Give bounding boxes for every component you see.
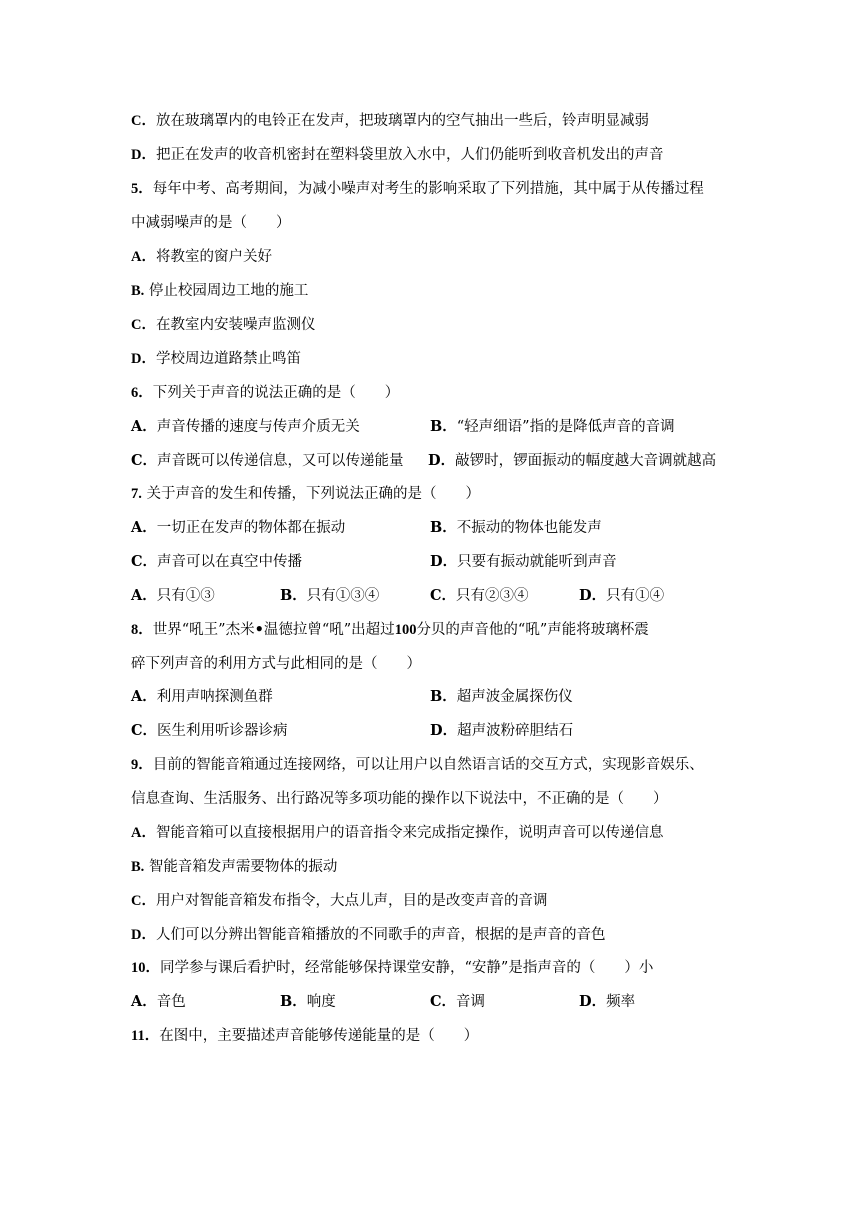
question-stem: 目前的智能音箱通过连接网络，可以让用户以自然语言话的交互方式，实现影音娱乐、 bbox=[152, 757, 704, 773]
option-text: 声音可以在真空中传播 bbox=[157, 554, 303, 570]
option-text: 超声波粉碎胆结石 bbox=[457, 723, 574, 739]
question-stem: 中减弱噪声的是（ ） bbox=[131, 215, 291, 231]
question-number: 11． bbox=[131, 1028, 160, 1044]
q9-option-c bbox=[131, 888, 547, 914]
option-label: C． bbox=[131, 113, 156, 129]
option-text: 敲锣时，锣面振动的幅度越大音调就越高 bbox=[455, 453, 717, 469]
option-text: 智能音箱可以直接根据用户的语音指令来完成指定操作，说明声音可以传递信息 bbox=[155, 825, 664, 841]
option-label: C． bbox=[131, 317, 156, 333]
option-label: D． bbox=[579, 587, 607, 604]
option-label: C． bbox=[131, 452, 158, 469]
q8-option-b bbox=[430, 684, 573, 710]
option-label: C． bbox=[131, 553, 158, 570]
question-stem: 下列关于声音的说法正确的是（ ） bbox=[152, 385, 400, 401]
q4-option-d bbox=[131, 142, 663, 168]
q8-stem-line1 bbox=[131, 617, 649, 643]
option-label: D． bbox=[430, 553, 458, 570]
option-label: D． bbox=[430, 722, 458, 739]
option-label: D． bbox=[131, 927, 156, 943]
q6-option-b bbox=[430, 414, 675, 440]
q9-option-b bbox=[131, 854, 337, 880]
option-label: B． bbox=[430, 688, 457, 705]
option-text: 频率 bbox=[606, 994, 636, 1010]
option-text: 在教室内安装噪声监测仪 bbox=[155, 317, 316, 333]
q9-option-a bbox=[131, 820, 663, 846]
q8-option-c bbox=[131, 718, 288, 744]
question-number: 6． bbox=[131, 385, 153, 401]
option-label: A． bbox=[131, 825, 156, 841]
option-text: 只有②③④ bbox=[456, 588, 529, 604]
option-text: 只有①④ bbox=[606, 588, 665, 604]
option-label: C． bbox=[430, 587, 457, 604]
q5-option-b bbox=[131, 278, 308, 304]
q6-stem bbox=[131, 380, 399, 406]
option-label: A． bbox=[131, 418, 157, 435]
option-label: A． bbox=[131, 688, 157, 705]
q6-option-a bbox=[131, 414, 360, 440]
q10-option-b bbox=[280, 989, 336, 1015]
option-label: A． bbox=[131, 993, 157, 1010]
option-label: D． bbox=[579, 993, 607, 1010]
option-text: 人们可以分辨出智能音箱播放的不同歌手的声音，根据的是声音的音色 bbox=[155, 927, 606, 943]
option-label: C． bbox=[430, 993, 457, 1010]
option-text: 响度 bbox=[306, 994, 336, 1010]
option-label: D． bbox=[428, 452, 456, 469]
q5-option-d bbox=[131, 346, 301, 372]
option-text: 音调 bbox=[456, 994, 486, 1010]
option-label: D． bbox=[131, 147, 156, 163]
q5-stem-line1 bbox=[131, 176, 704, 202]
q5-option-a bbox=[131, 244, 272, 270]
option-text: 只要有振动就能听到声音 bbox=[457, 554, 617, 570]
question-number: 5． bbox=[131, 181, 153, 197]
question-stem: 温德拉曾“吼”出超过 bbox=[263, 622, 395, 638]
question-number: 9． bbox=[131, 757, 153, 773]
q9-option-d bbox=[131, 922, 605, 948]
option-text: “轻声细语”指的是降低声音的音调 bbox=[456, 419, 675, 435]
question-stem: 信息查询、生活服务、出行路况等多项功能的操作以下说法中，不正确的是（ ） bbox=[131, 791, 668, 807]
question-stem: 每年中考、高考期间，为减小噪声对考生的影响采取了下列措施，其中属于从传播过程 bbox=[152, 181, 704, 197]
option-text: 将教室的窗户关好 bbox=[155, 249, 272, 265]
option-label: A． bbox=[131, 519, 157, 536]
q7-choice-a bbox=[131, 583, 215, 609]
option-label: B． bbox=[280, 993, 307, 1010]
decibel-number: 100 bbox=[394, 622, 417, 638]
q7-stem bbox=[131, 481, 480, 507]
option-text: 只有①③④ bbox=[306, 588, 380, 604]
q8-stem-line2 bbox=[131, 651, 421, 677]
question-stem: 分贝的声音他的“吼”声能将玻璃杯震 bbox=[416, 622, 649, 638]
option-label: B. bbox=[131, 283, 145, 299]
option-text: 医生利用听诊器诊病 bbox=[157, 723, 288, 739]
q9-stem-line1 bbox=[131, 752, 704, 778]
q5-option-c bbox=[131, 312, 315, 338]
question-stem: 关于声音的发生和传播，下列说法正确的是（ ） bbox=[146, 486, 480, 502]
option-text: 声音传播的速度与传声介质无关 bbox=[156, 419, 360, 435]
option-text: 一切正在发声的物体都在振动 bbox=[156, 520, 346, 536]
q8-option-a bbox=[131, 684, 273, 710]
question-stem: 世界“吼王”杰米 bbox=[152, 622, 255, 638]
option-text: 超声波金属探伤仪 bbox=[456, 689, 573, 705]
question-stem: 碎下列声音的利用方式与此相同的是（ ） bbox=[131, 656, 421, 672]
q10-stem bbox=[131, 955, 653, 981]
q7-choice-d bbox=[579, 583, 664, 609]
q5-stem-line2 bbox=[131, 210, 291, 236]
question-number: 10． bbox=[131, 960, 160, 976]
option-text: 音色 bbox=[156, 994, 186, 1010]
option-label: B． bbox=[430, 418, 457, 435]
q4-option-c bbox=[131, 108, 649, 134]
q6-option-d bbox=[428, 448, 716, 474]
q10-option-d bbox=[579, 989, 635, 1015]
option-label: B． bbox=[280, 587, 307, 604]
option-text: 停止校园周边工地的施工 bbox=[148, 283, 309, 299]
question-stem: 同学参与课后看护时，经常能够保持课堂安静，“安静”是指声音的（ ）小 bbox=[160, 960, 654, 976]
q8-option-d bbox=[430, 718, 573, 744]
q7-option-b bbox=[430, 515, 602, 541]
option-text: 用户对智能音箱发布指令，大点儿声，目的是改变声音的音调 bbox=[155, 893, 548, 909]
q7-choice-c bbox=[430, 583, 529, 609]
question-number: 8． bbox=[131, 622, 153, 638]
option-label: C． bbox=[131, 722, 158, 739]
option-text: 放在玻璃罩内的电铃正在发声，把玻璃罩内的空气抽出一些后，铃声明显减弱 bbox=[155, 113, 649, 129]
option-text: 只有①③ bbox=[156, 588, 215, 604]
question-number: 7. bbox=[131, 486, 142, 502]
q11-stem bbox=[131, 1023, 478, 1049]
q9-stem-line2 bbox=[131, 786, 668, 812]
option-text: 声音既可以传递信息，又可以传递能量 bbox=[157, 453, 404, 469]
option-label: B． bbox=[430, 519, 457, 536]
q7-option-a bbox=[131, 515, 345, 541]
q10-option-a bbox=[131, 989, 186, 1015]
option-text: 利用声呐探测鱼群 bbox=[156, 689, 273, 705]
q7-option-c bbox=[131, 549, 302, 575]
option-text: 学校周边道路禁止鸣笛 bbox=[155, 351, 301, 367]
name-dot: • bbox=[254, 621, 264, 638]
option-label: B. bbox=[131, 859, 145, 875]
option-label: C． bbox=[131, 893, 156, 909]
question-stem: 在图中，主要描述声音能够传递能量的是（ ） bbox=[159, 1028, 479, 1044]
option-text: 把正在发声的收音机密封在塑料袋里放入水中，人们仍能听到收音机发出的声音 bbox=[155, 147, 664, 163]
q10-option-c bbox=[430, 989, 485, 1015]
option-text: 智能音箱发声需要物体的振动 bbox=[148, 859, 338, 875]
option-label: A． bbox=[131, 249, 156, 265]
option-label: A． bbox=[131, 587, 157, 604]
q7-choice-b bbox=[280, 583, 379, 609]
q6-option-c bbox=[131, 448, 404, 474]
option-text: 不振动的物体也能发声 bbox=[456, 520, 602, 536]
q7-option-d bbox=[430, 549, 617, 575]
option-label: D． bbox=[131, 351, 156, 367]
